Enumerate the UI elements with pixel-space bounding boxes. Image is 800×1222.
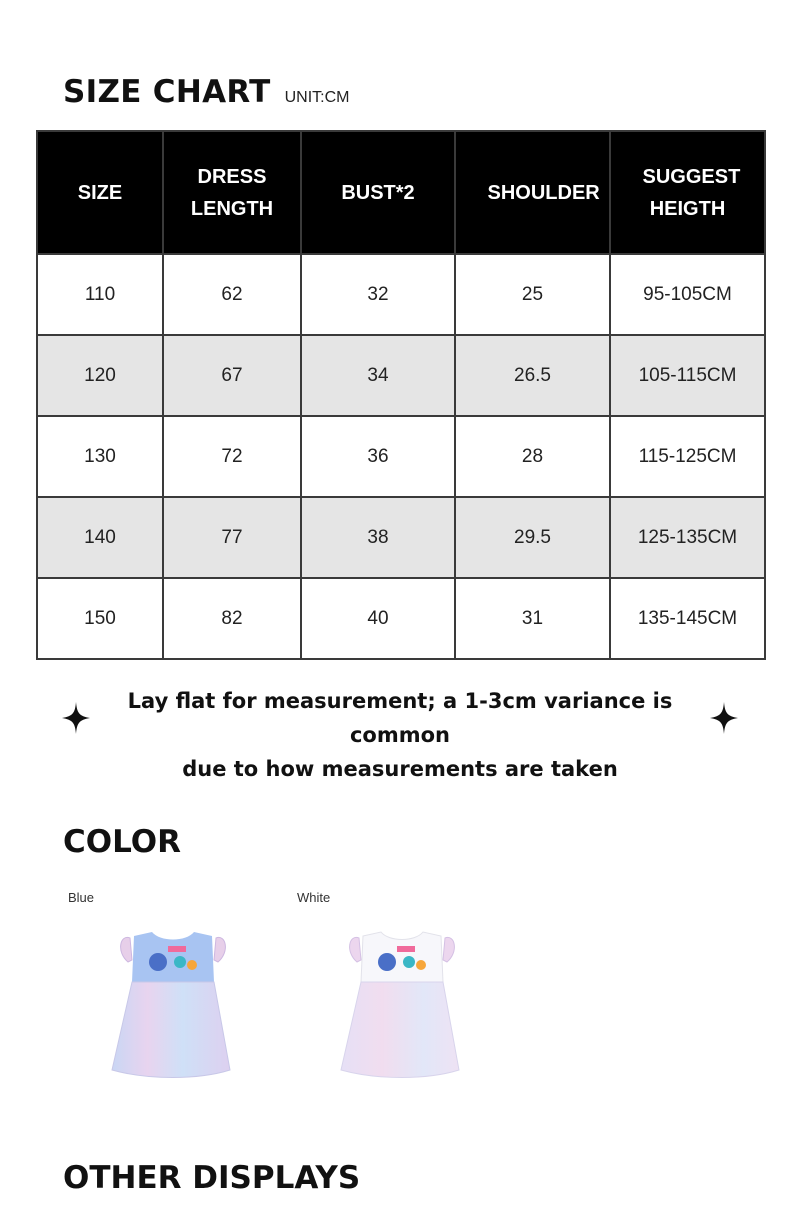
cell-dress-length: 62 <box>163 254 301 335</box>
header-dress-length: DRESS LENGTH <box>163 131 301 254</box>
cell-suggest-height: 115-125CM <box>610 416 765 497</box>
cell-shoulder: 26.5 <box>455 335 610 416</box>
cell-bust: 32 <box>301 254 455 335</box>
cell-dress-length: 72 <box>163 416 301 497</box>
dress-image-white <box>297 912 497 1092</box>
cell-suggest-height: 125-135CM <box>610 497 765 578</box>
size-chart-title: SIZE CHART <box>63 74 271 110</box>
table-row <box>37 578 765 659</box>
table-row <box>37 416 765 497</box>
note-line-1: Lay flat for measurement; a 1-3cm variance is common <box>127 689 673 747</box>
sparkle-icon <box>62 702 90 734</box>
cell-shoulder: 28 <box>455 416 610 497</box>
cell-dress-length: 67 <box>163 335 301 416</box>
note-line-2: due to how measurements are taken <box>182 757 618 781</box>
size-table <box>36 130 766 660</box>
color-option-white[interactable] <box>297 890 497 1092</box>
color-option-blue[interactable] <box>68 890 268 1092</box>
header-bust: BUST*2 <box>301 131 455 254</box>
cell-suggest-height: 105-115CM <box>610 335 765 416</box>
cell-suggest-height: 135-145CM <box>610 578 765 659</box>
header-suggest-height: SUGGEST HEIGTH <box>610 131 765 254</box>
sparkle-icon <box>710 702 738 734</box>
table-header-row <box>37 131 765 254</box>
cell-bust: 36 <box>301 416 455 497</box>
cell-shoulder: 31 <box>455 578 610 659</box>
cell-dress-length: 82 <box>163 578 301 659</box>
color-section-title: COLOR <box>63 824 181 860</box>
dress-image-blue <box>68 912 268 1092</box>
measurement-note <box>90 684 710 786</box>
cell-suggest-height: 95-105CM <box>610 254 765 335</box>
cell-size: 110 <box>37 254 163 335</box>
cell-size: 140 <box>37 497 163 578</box>
cell-dress-length: 77 <box>163 497 301 578</box>
header-shoulder: SHOULDER <box>455 131 610 254</box>
color-label: White <box>297 890 331 905</box>
table-row <box>37 254 765 335</box>
cell-bust: 38 <box>301 497 455 578</box>
header-size: SIZE <box>37 131 163 254</box>
cell-shoulder: 25 <box>455 254 610 335</box>
cell-size: 120 <box>37 335 163 416</box>
color-label: Blue <box>68 890 95 905</box>
cell-shoulder: 29.5 <box>455 497 610 578</box>
cell-bust: 34 <box>301 335 455 416</box>
table-row <box>37 497 765 578</box>
cell-size: 150 <box>37 578 163 659</box>
cell-bust: 40 <box>301 578 455 659</box>
other-displays-title: OTHER DISPLAYS <box>63 1160 361 1196</box>
cell-size: 130 <box>37 416 163 497</box>
unit-label: UNIT:CM <box>284 89 350 106</box>
size-chart-heading <box>63 74 350 110</box>
table-row <box>37 335 765 416</box>
